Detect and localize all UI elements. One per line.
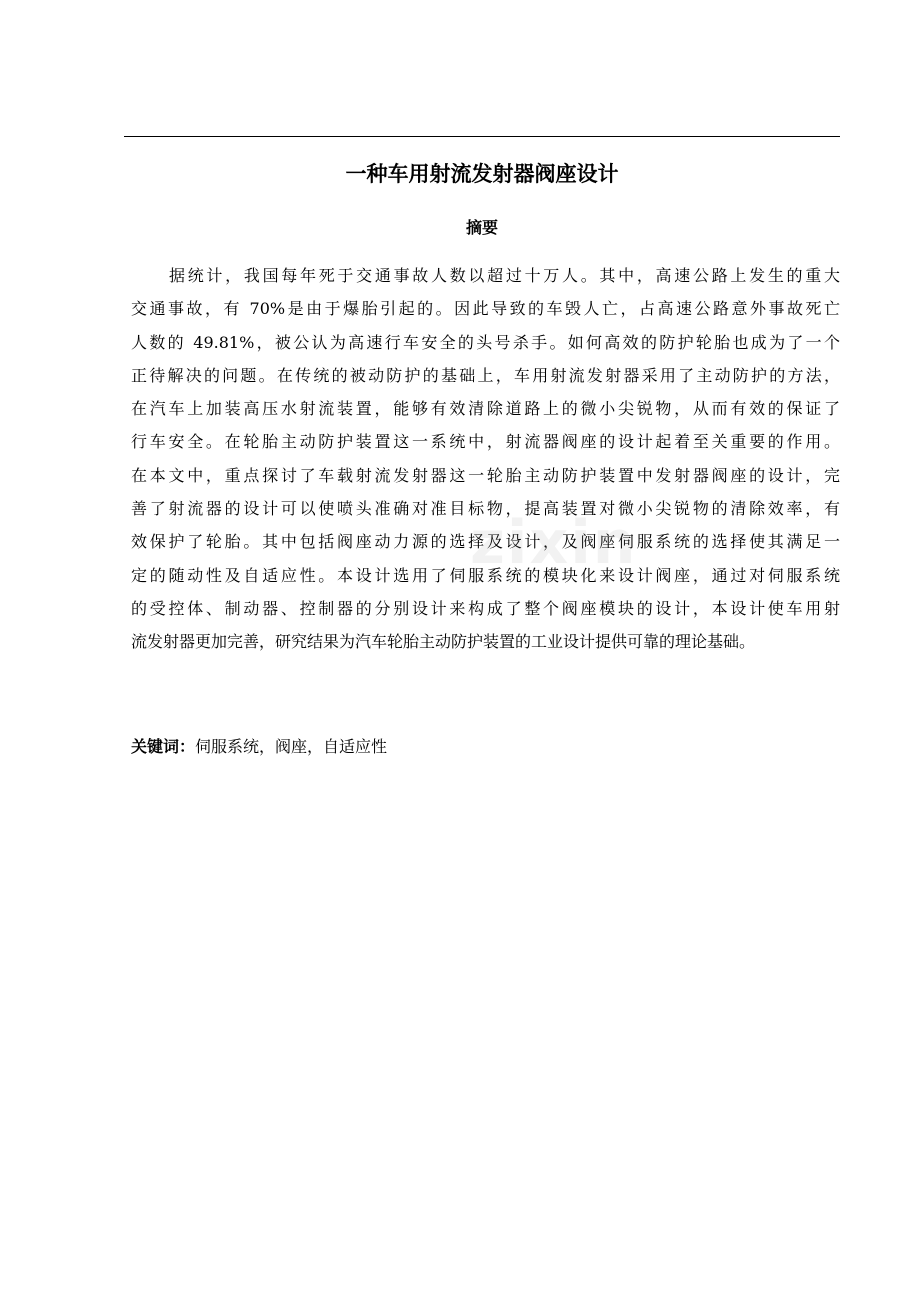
abstract-heading: 摘要 [465, 218, 498, 237]
abstract-line: 定的随动性及自适应性。本设计选用了伺服系统的模块化来设计阀座，通过对伺服系统 [131, 565, 840, 585]
abstract-line: 人数的 49.81%，被公认为高速行车安全的头号杀手。如何高效的防护轮胎也成为了一个 [131, 332, 840, 352]
abstract-line: 流发射器更加完善，研究结果为汽车轮胎主动防护装置的工业设计提供可靠的理论基础。 [131, 632, 756, 652]
abstract-line: 交通事故，有 70%是由于爆胎引起的。因此导致的车毁人亡，占高速公路意外事故死亡 [131, 299, 840, 319]
abstract-body [131, 259, 840, 659]
abstract-line: 善了射流器的设计可以使喷头准确对准目标物，提高装置对微小尖锐物的清除效率，有 [131, 499, 840, 519]
abstract-line: 行车安全。在轮胎主动防护装置这一系统中，射流器阀座的设计起着至关重要的作用。 [131, 432, 840, 452]
keywords-value: 伺服系统，阀座，自适应性 [195, 737, 388, 756]
abstract-line: 的受控体、制动器、控制器的分别设计来构成了整个阀座模块的设计，本设计使车用射 [131, 598, 840, 618]
abstract-line: 在本文中，重点探讨了车载射流发射器这一轮胎主动防护装置中发射器阀座的设计，完 [131, 465, 840, 485]
watermark: zixin [470, 508, 638, 578]
abstract-line: 据统计，我国每年死于交通事故人数以超过十万人。其中，高速公路上发生的重大 [169, 266, 840, 285]
header-rule [124, 136, 840, 137]
abstract-line: 正待解决的问题。在传统的被动防护的基础上，车用射流发射器采用了主动防护的方法， [131, 365, 840, 385]
abstract-line: 效保护了轮胎。其中包括阀座动力源的选择及设计，及阀座伺服系统的选择使其满足一 [131, 532, 840, 552]
keywords [131, 734, 840, 760]
keywords-label: 关键词： [131, 737, 196, 756]
document-title: 一种车用射流发射器阀座设计 [345, 162, 619, 186]
abstract-line: 在汽车上加装高压水射流装置，能够有效清除道路上的微小尖锐物，从而有效的保证了 [131, 399, 840, 419]
